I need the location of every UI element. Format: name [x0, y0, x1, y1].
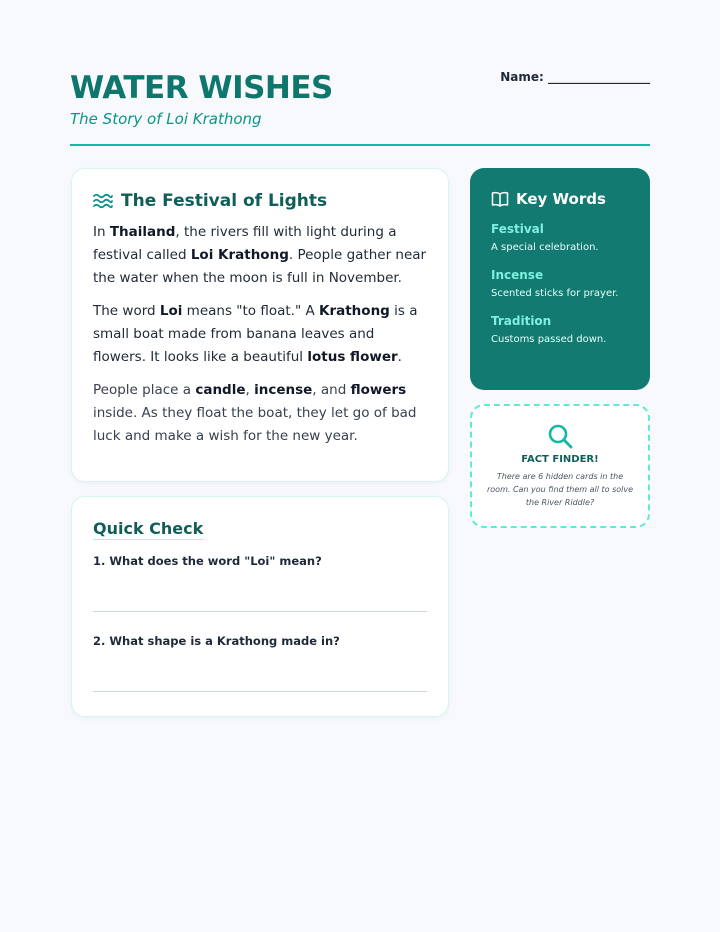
page-subtitle: The Story of Loi Krathong [70, 110, 262, 128]
keyword-term: Tradition [491, 314, 552, 328]
story-paragraph-3: People place a candle, incense, and flowers inside. As they float the boat, they let go of bad luck and make a wish for the new year. [93, 382, 417, 444]
keyword-definition: A special celebration. [491, 242, 599, 253]
story-paragraph-2: The word Loi means "to float." A Krathong is a small boat made from banana leaves and flowers. It looks like a beautiful lotus flower. [93, 303, 418, 365]
answer-line-1[interactable] [93, 611, 427, 612]
keyword-term: Festival [491, 222, 544, 236]
page-title: WATER WISHES [70, 70, 333, 106]
fact-finder-body: There are 6 hidden cards in the room. Can you find them all to solve the River Riddle? [486, 472, 634, 507]
key-words-panel [470, 168, 650, 390]
keyword-term: Incense [491, 268, 544, 282]
quick-check-card [71, 496, 449, 717]
fact-finder-title: FACT FINDER! [521, 454, 599, 465]
key-words-heading: Key Words [516, 190, 606, 208]
search-icon [546, 422, 574, 450]
keyword-definition: Customs passed down. [491, 334, 607, 345]
book-icon [491, 191, 509, 207]
key-words-header [491, 190, 629, 208]
question-1: 1. What does the word "Loi" mean? [93, 554, 322, 568]
story-paragraph-1: In Thailand, the rivers fill with light during a festival called Loi Krathong. People gather near the water when the moon is full in November. [93, 224, 427, 286]
answer-line-2[interactable] [93, 691, 427, 692]
keyword-item [491, 222, 629, 253]
page-header [70, 68, 650, 128]
name-field[interactable]: Name: _________________ [500, 70, 650, 84]
waves-icon [93, 192, 113, 210]
keyword-definition: Scented sticks for prayer. [491, 288, 619, 299]
story-header [93, 191, 427, 211]
header-divider [70, 144, 650, 146]
story-heading: The Festival of Lights [121, 191, 328, 211]
keyword-item [491, 268, 629, 299]
quick-check-heading: Quick Check [93, 519, 204, 538]
keyword-item [491, 314, 629, 345]
fact-finder-box [470, 404, 650, 528]
story-card [71, 168, 449, 482]
question-2: 2. What shape is a Krathong made in? [93, 634, 340, 648]
